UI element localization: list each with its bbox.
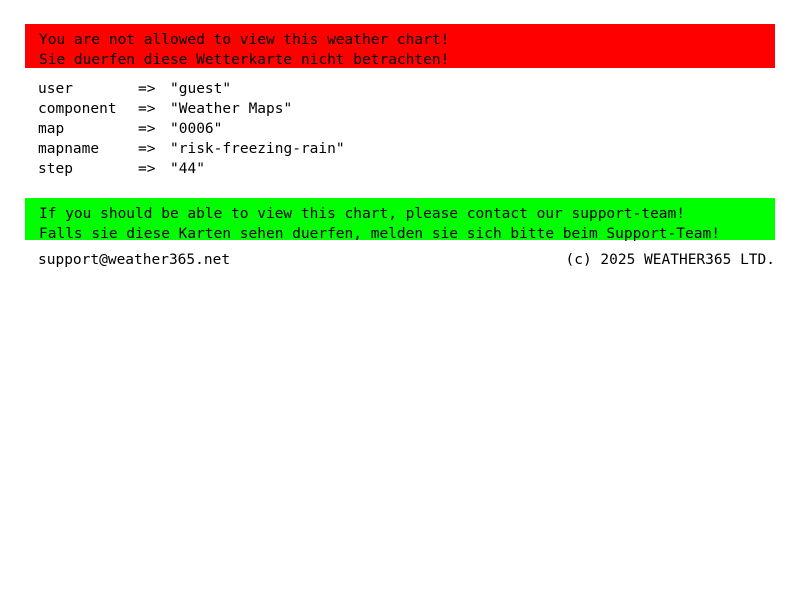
info-banner-line-en: If you should be able to view this chart, please contact our support-team! <box>39 206 686 222</box>
parameter-key: component <box>38 101 117 117</box>
copyright-text: (c) 2025 WEATHER365 LTD. <box>565 252 775 268</box>
parameter-row-component <box>38 99 345 119</box>
error-banner-line-en: You are not allowed to view this weather chart! <box>39 32 450 48</box>
support-email-link[interactable]: support@weather365.net <box>38 252 231 268</box>
parameter-key: map <box>38 121 65 137</box>
parameter-list <box>38 79 345 179</box>
parameter-value: "risk-freezing-rain" <box>170 141 345 157</box>
parameter-arrow: => <box>138 101 156 117</box>
parameter-key: user <box>38 81 73 97</box>
parameter-arrow: => <box>138 81 156 97</box>
parameter-key: step <box>38 161 73 177</box>
error-banner-line-de: Sie duerfen diese Wetterkarte nicht betrachten! <box>39 52 450 68</box>
parameter-arrow: => <box>138 161 156 177</box>
info-banner-line-de: Falls sie diese Karten sehen duerfen, melden sie sich bitte beim Support-Team! <box>39 226 720 242</box>
parameter-key: mapname <box>38 141 100 157</box>
parameter-value: "Weather Maps" <box>170 101 293 117</box>
parameter-row-mapname <box>38 139 345 159</box>
parameter-arrow: => <box>138 121 156 137</box>
parameter-row-user <box>38 79 345 99</box>
error-banner <box>25 24 775 68</box>
parameter-value: "44" <box>170 161 205 177</box>
info-banner <box>25 198 775 240</box>
parameter-row-map <box>38 119 345 139</box>
parameter-row-step <box>38 159 345 179</box>
parameter-value: "0006" <box>170 121 223 137</box>
footer <box>38 250 775 270</box>
parameter-arrow: => <box>138 141 156 157</box>
parameter-value: "guest" <box>170 81 232 97</box>
